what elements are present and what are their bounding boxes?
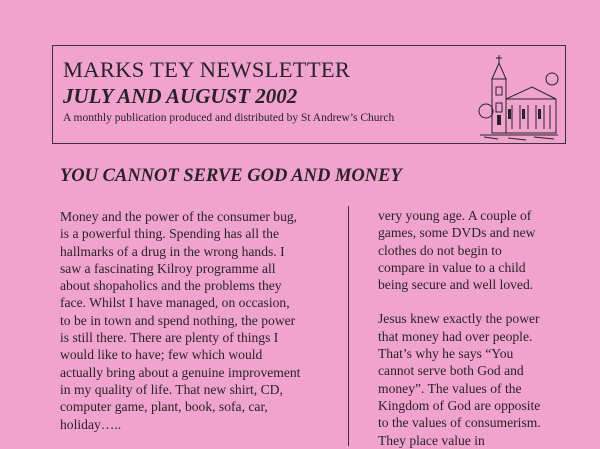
text-line: actually bring about a genuine improvement — [60, 364, 301, 380]
text-line: money”. The values of the — [378, 380, 522, 396]
text-line: face. Whilst I have managed, on occasion, — [60, 295, 290, 311]
text-line: that money had over people. — [378, 328, 533, 344]
publication-subtitle: A monthly publication produced and distributed by St Andrew’s Church — [63, 112, 395, 124]
text-line: cannot serve both God and — [378, 363, 524, 379]
text-line: That’s why he says “You — [378, 346, 514, 362]
text-line: very young age. A couple of — [378, 208, 532, 223]
paragraph — [378, 310, 558, 448]
column-divider — [348, 206, 349, 446]
text-line: is still there. There are plenty of things I — [60, 330, 279, 346]
article-right-column — [378, 207, 558, 449]
text-line: is a powerful thing. Spending has all the — [60, 226, 279, 242]
text-line: Kingdom of God are opposite — [378, 397, 541, 413]
text-line: to be in town and spend nothing, the power — [60, 312, 296, 328]
text-line: clothes do not begin to — [378, 242, 502, 258]
text-line: in my quality of life. That new shirt, CD, — [60, 381, 283, 397]
text-line: being secure and well loved. — [378, 277, 534, 293]
text-line: holiday….. — [60, 416, 122, 432]
text-line: would like to have; few which would — [60, 347, 263, 363]
text-line: hallmarks of a drug in the wrong hands. I — [60, 243, 285, 259]
text-line: saw a fascinating Kilroy programme all — [60, 260, 276, 276]
church-illustration-icon — [478, 49, 560, 141]
text-line: compare in value to a child — [378, 259, 526, 275]
text-line: Jesus knew exactly the power — [378, 311, 540, 327]
text-line: to the values of consumerism. — [378, 415, 541, 431]
text-line: computer game, plant, book, sofa, car, — [60, 399, 268, 415]
newsletter-title: MARKS TEY NEWSLETTER — [63, 57, 351, 82]
issue-date: JULY AND AUGUST 2002 — [63, 84, 298, 108]
article-headline: YOU CANNOT SERVE GOD AND MONEY — [60, 166, 402, 186]
text-line: They place value in — [378, 432, 485, 448]
article-left-column — [60, 208, 324, 433]
text-line: Money and the power of the consumer bug, — [60, 209, 298, 224]
text-line: about shopaholics and the problems they — [60, 278, 282, 294]
masthead — [52, 45, 566, 144]
text-line: games, some DVDs and new — [378, 225, 536, 241]
